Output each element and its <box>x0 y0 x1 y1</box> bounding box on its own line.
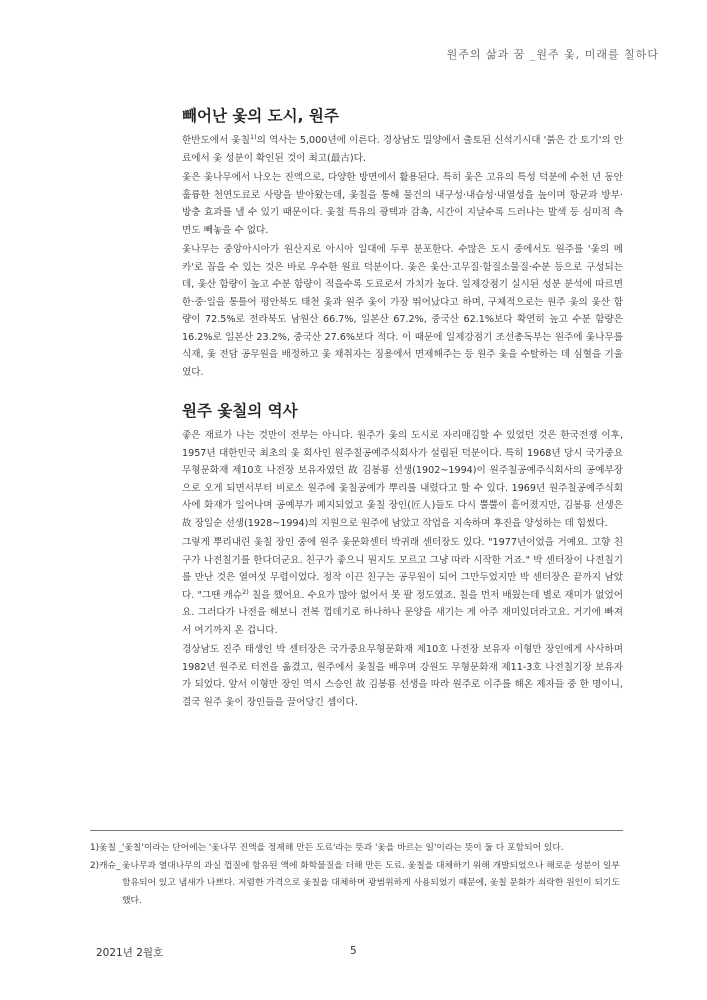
footnote-label: 2)캐슈_ <box>90 860 121 871</box>
footnote-ref-1[interactable]: 1) <box>249 132 257 141</box>
issue-date: 2021년 2월호 <box>96 947 164 959</box>
footnote-label: 1)옻칠 _ <box>90 843 124 853</box>
paragraph: 좋은 재료가 나는 것만이 전부는 아니다. 원주가 옻의 도시로 자리매김할 수 있었던 것은 한국전쟁 이후, 1957년 대한민국 최초의 옻 회사인 원주칠공예주식회사가 설립된 덕분이다. 특히 1968년 당시 국가중요무형문화재 제10호 나전장 보유자였던 故 김봉룡 선생(1902~1994)이 원주칠공예주식회사의 공예부장으로 오게 되면서부터 비로소 원주에 옻칠공예가 뿌리를 내렸다고 할 수 있다. 1969년 원주칠공예주식회사에 화재가 일어나며 공예부가 폐지되었고 옻칠 장인(匠人)들도 다시 뿔뿔이 흩어졌지만, 김봉룡 선생은 故 장일순 선생(1928~1994)의 지원으로 원주에 남았고 작업을 지속하며 후진을 양성하는 데 힘썼다. <box>182 430 623 529</box>
footnote-2 <box>90 858 623 911</box>
text-run: 한반도에서 옻칠 <box>182 135 250 146</box>
footnote-ref-2[interactable]: 2) <box>242 587 249 596</box>
footnotes <box>90 840 623 910</box>
text-run: 그렇게 뿌리내린 옻칠 장인 중에 원주 옻문화센터 박귀래 센터장도 있다. "1977년이었을 거예요. 고향 친구가 나전칠기를 한다더군요. 친구가 좋으니 뭔지도 모르고 그냥 따라 시작한 거죠." 박 센터장이 나전칠기를 만난 것은 열여섯 무렵이었다. 정작 이끈 친구는 공무원이 되어 그만두었지만 박 센터장은 끝까지 남았다. "그땐 캐슈 <box>182 537 623 601</box>
article-body <box>182 104 623 713</box>
section-heading-1: 빼어난 옻의 도시, 원주 <box>182 107 339 125</box>
paragraph: 경상남도 진주 태생인 박 센터장은 국가중요무형문화재 제10호 나전장 보유자 이형만 장인에게 사사하며 1982년 원주로 터전을 옮겼고, 원주에서 옻칠을 배우며 강원도 무형문화재 제11-3호 나전칠기장 보유자가 되었다. 앞서 이형만 장인 역시 스승인 故 김봉룡 선생을 따라 원주로 이주를 해온 제자들 중 한 명이니, 결국 원주 옻이 장인들을 끌어당긴 셈이다. <box>182 644 623 708</box>
text-run: 의 역사는 5,000년에 이른다. 경상남도 밀양에서 출토된 신석기시대 '붉은 간 토기'의 안료에서 옻 성분이 확인된 것이 최고(最古)다. <box>182 135 623 164</box>
paragraph: 옻나무는 중앙아시아가 원산지로 아시아 일대에 두루 분포한다. 수많은 도시 중에서도 원주를 '옻의 메카'로 꼽을 수 있는 것은 바로 우수한 원료 덕분이다. 옻은 옻산·고무질·함질소물질·수분 등으로 구성되는데, 옻산 함량이 높고 수분 함량이 적을수록 도료로서 가치가 높다. 일제강점기 실시된 성분 분석에 따르면 한·중·일을 통틀어 평안북도 태천 옻과 원주 옻이 가장 뛰어났다고 하며, 구체적으로는 원주 옻의 옻산 함량이 72.5%로 전라북도 남원산 66.7%, 일본산 67.2%, 중국산 62.1%보다 확연히 높고 수분 함량은 16.2%로 일본산 23.2%, 중국산 27.6%보다 적다. 이 때문에 일제강점기 조선총독부는 원주에 옻나무를 식재, 옻 전담 공무원을 배정하고 옻 채취자는 징용에서 면제해주는 등 원주 옻을 수탈하는 데 심혈을 기울였다. <box>182 244 623 378</box>
paragraph <box>182 534 623 639</box>
page-number: 5 <box>350 945 357 957</box>
section-heading-2: 원주 옻칠의 역사 <box>182 402 298 420</box>
running-head: 원주의 삶과 꿈 _원주 옻, 미래를 칠하다 <box>446 48 659 61</box>
footnote-1 <box>90 840 623 858</box>
footnote-text: '옻칠'이라는 단어에는 '옻나무 진액을 정제해 만든 도료'라는 뜻과 '옻을 바르는 일'이라는 뜻이 둘 다 포함되어 있다. <box>122 843 564 853</box>
footnote-text: 옻나무과 열대나무의 과실 껍질에 함유된 액에 화학물질을 더해 만든 도료. 옻칠을 대체하기 위해 개발되었으나 해로운 성분이 일부 함유되어 있고 냄새가 나쁘다. 저렴한 가격으로 옻칠을 대체하며 광범위하게 사용되었기 때문에, 옻칠 문화가 쇠락한 원인이 되기도 했다. <box>122 860 620 906</box>
paragraph <box>182 132 623 167</box>
footnote-divider <box>90 830 623 831</box>
paragraph: 옻은 옻나무에서 나오는 진액으로, 다양한 방면에서 활용된다. 특히 옻은 고유의 특성 덕분에 수천 년 동안 훌륭한 천연도료로 사랑을 받아왔는데, 옻칠을 통해 물건의 내구성·내습성·내열성을 높이며 항균과 방부·방충 효과를 낼 수 있기 때문이다. 옻칠 특유의 광택과 감촉, 시간이 지날수록 드러나는 발색 등 심미적 측면도 빼놓을 수 없다. <box>182 172 623 236</box>
text-run: 칠을 했어요. 수요가 많아 없어서 못 팔 정도였죠. 칠을 먼저 배웠는데 별로 재미가 없었어요. 그러다가 나전을 해보니 전복 껍데기로 하나하나 문양을 새기는 게 아주 재미있더라고요. 거기에 빠져서 여기까지 온 겁니다. <box>182 589 623 636</box>
